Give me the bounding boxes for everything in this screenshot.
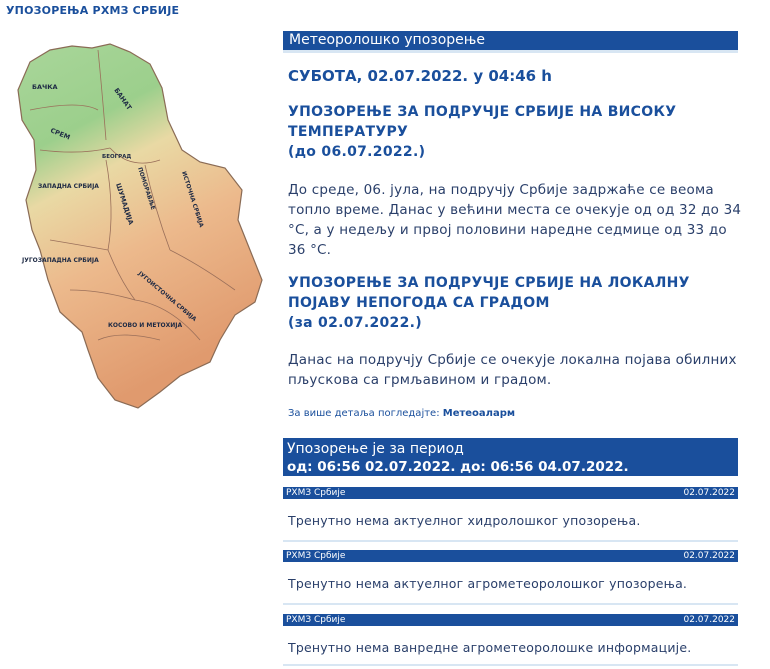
header-divider xyxy=(283,50,738,53)
warning-period-hail: (за 02.07.2022.) xyxy=(288,315,422,331)
warning-period-heat: (до 06.07.2022.) xyxy=(288,144,426,160)
warning-period-box xyxy=(283,438,738,476)
info-date: 02.07.2022 xyxy=(683,488,735,498)
map-label-backa: БАЧКА xyxy=(32,83,58,91)
info-source: РХМЗ Србије xyxy=(286,615,346,625)
warning-text-hail: Данас на подручју Србије се очекује локална појава обилних пљускова са грмљавином и градом. xyxy=(288,352,737,388)
warning-date: СУБОТА, 02.07.2022. у 04:46 h xyxy=(288,67,552,85)
info-date: 02.07.2022 xyxy=(683,551,735,561)
map-label-sumadija: ШУМАДИЈА xyxy=(114,182,136,226)
serbia-regions-map[interactable] xyxy=(10,40,272,412)
info-text-hydro: Тренутно нема актуелног хидролошког упозорења. xyxy=(288,513,641,528)
map-label-jugozapadna-srbija: ЈУГОЗАПАДНА СРБИЈА xyxy=(22,257,99,264)
info-divider xyxy=(283,540,738,542)
meteoalarm-link[interactable]: Метеоаларм xyxy=(442,408,516,419)
period-dates: од: 06:56 02.07.2022. до: 06:56 04.07.2022. xyxy=(287,459,629,475)
warning-title-heat xyxy=(288,102,738,162)
warning-text-heat: До среде, 06. јула, на подручју Србије задржаће се веома топло време. Данас у већини места се очекује од од 32 до 34 °C, а у недељу и првој половини наредне седмице од 33 до 36 °C. xyxy=(288,182,742,258)
info-header-hydro xyxy=(283,487,738,499)
meteo-warning-header: Метеоролошко упозорење xyxy=(283,31,738,50)
warning-title-heat-text: УПОЗОРЕЊЕ ЗА ПОДРУЧЈЕ СРБИЈЕ НА ВИСОКУ ТЕМПЕРАТУРУ xyxy=(288,104,677,140)
map-label-banat: БАНАТ xyxy=(112,86,134,112)
info-text-agro: Тренутно нема актуелног агрометеоролошког упозорења. xyxy=(288,576,688,591)
map-label-jugoistocna-srbija: ЈУГОИСТОЧНА СРБИЈА xyxy=(136,270,198,323)
info-header-agro xyxy=(283,550,738,562)
info-header-extraordinary xyxy=(283,614,738,626)
period-title: Упозорење је за период xyxy=(287,441,464,457)
info-source: РХМЗ Србије xyxy=(286,551,346,561)
info-divider xyxy=(283,603,738,605)
map-label-istocna-srbija: ИСТОЧНА СРБИЈА xyxy=(180,170,204,229)
info-divider xyxy=(283,664,738,666)
details-line xyxy=(288,408,515,419)
info-source: РХМЗ Србије xyxy=(286,488,346,498)
map-label-beograd: БЕОГРАД xyxy=(102,154,132,160)
map-label-srem: СРЕМ xyxy=(49,126,72,142)
info-date: 02.07.2022 xyxy=(683,615,735,625)
map-label-kosovo-metohija: КОСОВО И МЕТОХИЈА xyxy=(108,322,183,329)
map-label-pomoravlje: ПОМОРАВЉЕ xyxy=(136,166,156,211)
warning-title-hail xyxy=(288,273,738,333)
warning-title-hail-text: УПОЗОРЕЊЕ ЗА ПОДРУЧЈЕ СРБИЈЕ НА ЛОКАЛНУ ПОЈАВУ НЕПОГОДА СА ГРАДОМ xyxy=(288,275,690,311)
page-title: УПОЗОРЕЊА РХМЗ СРБИЈЕ xyxy=(6,4,180,17)
map-label-zapadna-srbija: ЗАПАДНА СРБИЈА xyxy=(38,183,99,190)
details-prefix: За више детаља погледајте: xyxy=(288,408,440,419)
info-text-extraordinary: Тренутно нема ванредне агрометеоролошке информације. xyxy=(288,640,692,655)
